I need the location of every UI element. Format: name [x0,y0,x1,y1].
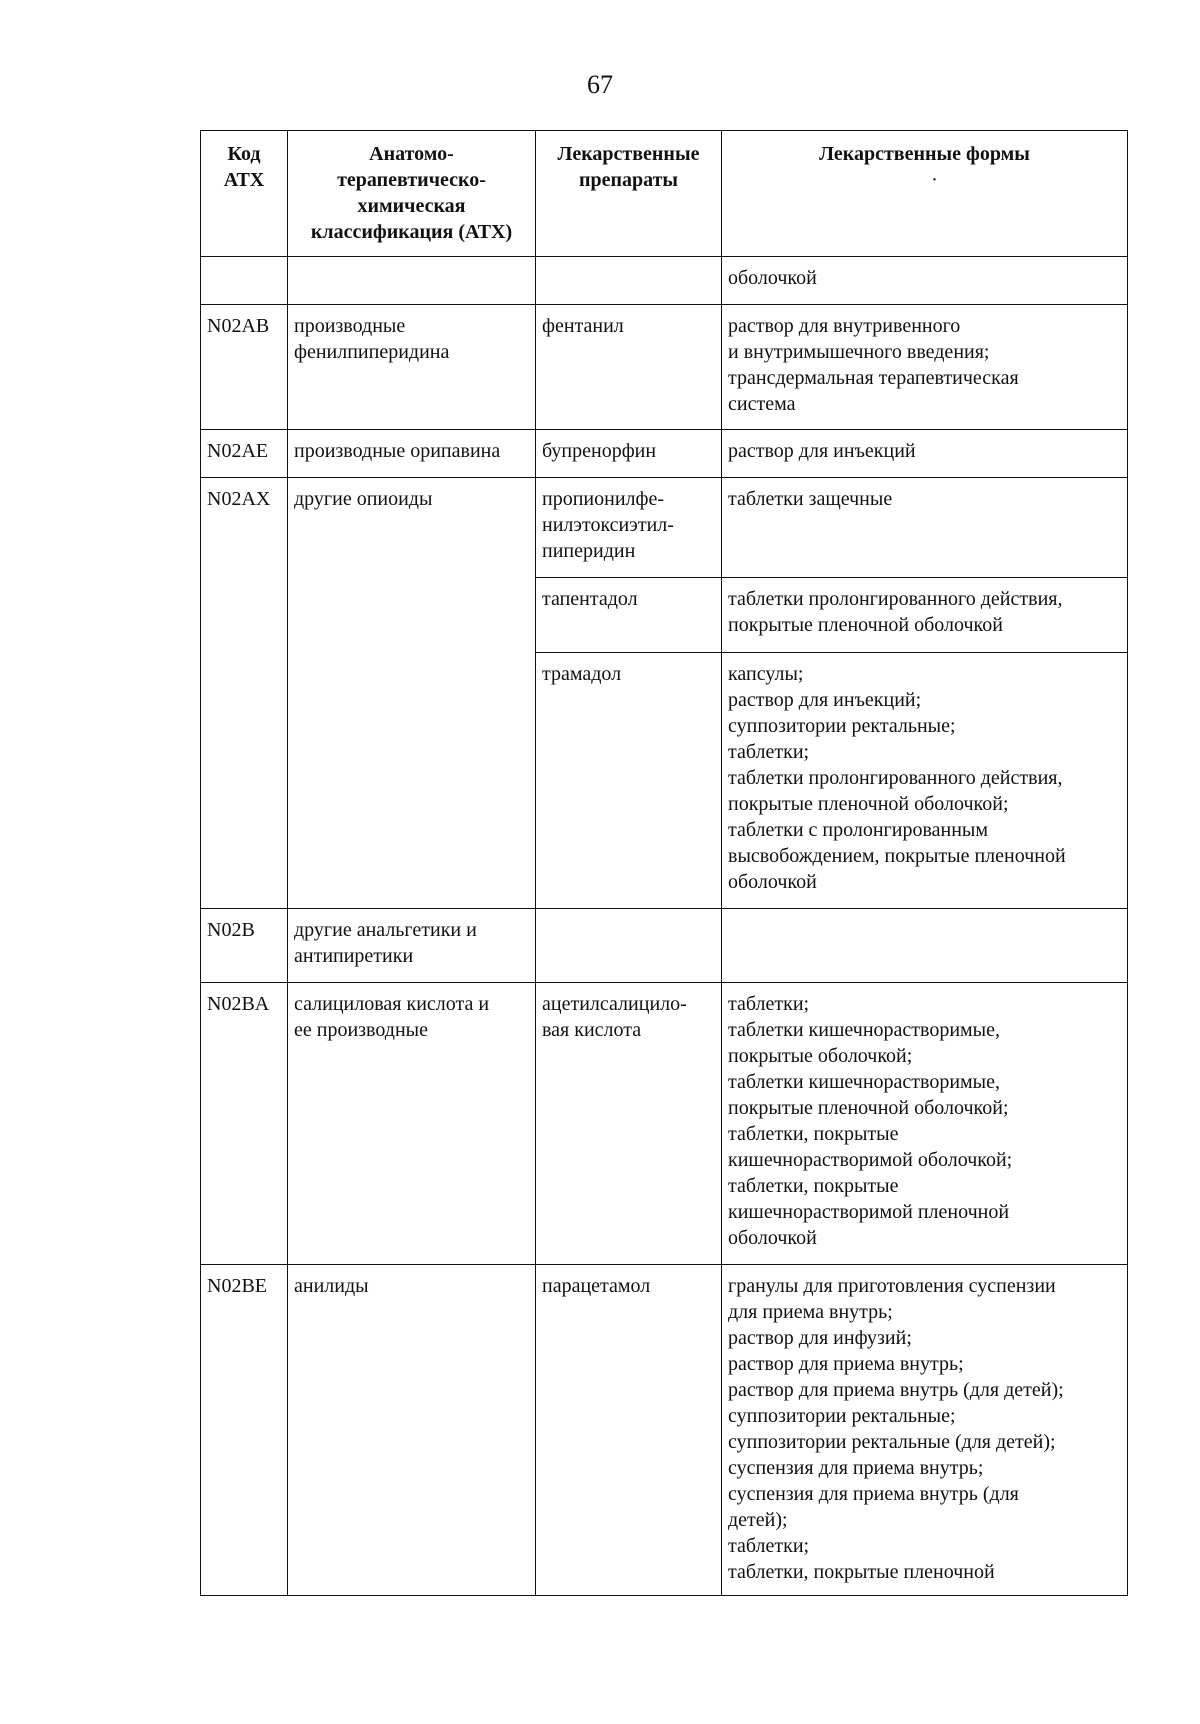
cell-forms: гранулы для приготовления суспензии для приема внутрь; раствор для инфузий; раствор для приема внутрь; раствор для приема внутрь (для детей); суппозитории ректальные; суппозитории ректальные (для детей); суспензия для приема внутрь; суспензия для приема внутрь (для детей); таблетки; таблетки, покрытые пленочной [722,1265,1128,1596]
cell-classification: другие анальгетики и антипиретики [288,909,536,983]
cell-drug: пропионилфе- нилэтоксиэтил- пиперидин [536,478,722,578]
cell-forms: капсулы; раствор для инъекций; суппозитории ректальные; таблетки; таблетки пролонгированного действия, покрытые пленочной оболочкой; таблетки с пролонгированным высвобождением, покрытые пленочной оболочкой [722,653,1128,909]
cell-drug: ацетилсалицило- вая кислота [536,983,722,1265]
cell-code: N02AB [201,305,288,430]
table-row [201,257,1128,305]
cell-drug [536,257,722,305]
cell-code [201,257,288,305]
header-forms-mark: · [931,169,938,191]
cell-forms [722,909,1128,983]
cell-drug: парацетамол [536,1265,722,1596]
table-row [201,430,1128,478]
table-row [201,909,1128,983]
cell-code: N02BE [201,1265,288,1596]
header-forms [722,131,1128,257]
cell-drug: фентанил [536,305,722,430]
cell-forms: раствор для внутривенного и внутримышечного введения; трансдермальная терапевтическая система [722,305,1128,430]
cell-classification: анилиды [288,1265,536,1596]
header-classification: Анатомо- терапевтическо- химическая классификация (АТХ) [288,131,536,257]
cell-drug: бупренорфин [536,430,722,478]
cell-forms: раствор для инъекций [722,430,1128,478]
table-row [201,983,1128,1265]
cell-classification: салициловая кислота и ее производные [288,983,536,1265]
cell-code: N02B [201,909,288,983]
cell-classification: производные орипавина [288,430,536,478]
cell-forms: таблетки; таблетки кишечнорастворимые, покрытые оболочкой; таблетки кишечнорастворимые, покрытые пленочной оболочкой; таблетки, покрытые кишечнорастворимой оболочкой; таблетки, покрытые кишечнорастворимой пленочной оболочкой [722,983,1128,1265]
cell-code: N02AX [201,478,288,909]
header-code: Код АТХ [201,131,288,257]
cell-drug: тапентадол [536,578,722,653]
table-row [201,1265,1128,1596]
table-row [201,305,1128,430]
cell-classification [288,257,536,305]
cell-classification: другие опиоиды [288,478,536,909]
cell-classification: производные фенилпиперидина [288,305,536,430]
cell-code: N02BA [201,983,288,1265]
atx-table [200,130,1128,1596]
table-row [201,478,1128,578]
page-number: 67 [587,70,613,99]
cell-drug: трамадол [536,653,722,909]
header-forms-label: Лекарственные формы [819,143,1030,165]
cell-forms: таблетки защечные [722,478,1128,578]
cell-forms: оболочкой [722,257,1128,305]
header-drugs: Лекарственные препараты [536,131,722,257]
table-header-row [201,131,1128,257]
cell-code: N02AE [201,430,288,478]
cell-forms: таблетки пролонгированного действия, покрытые пленочной оболочкой [722,578,1128,653]
cell-drug [536,909,722,983]
